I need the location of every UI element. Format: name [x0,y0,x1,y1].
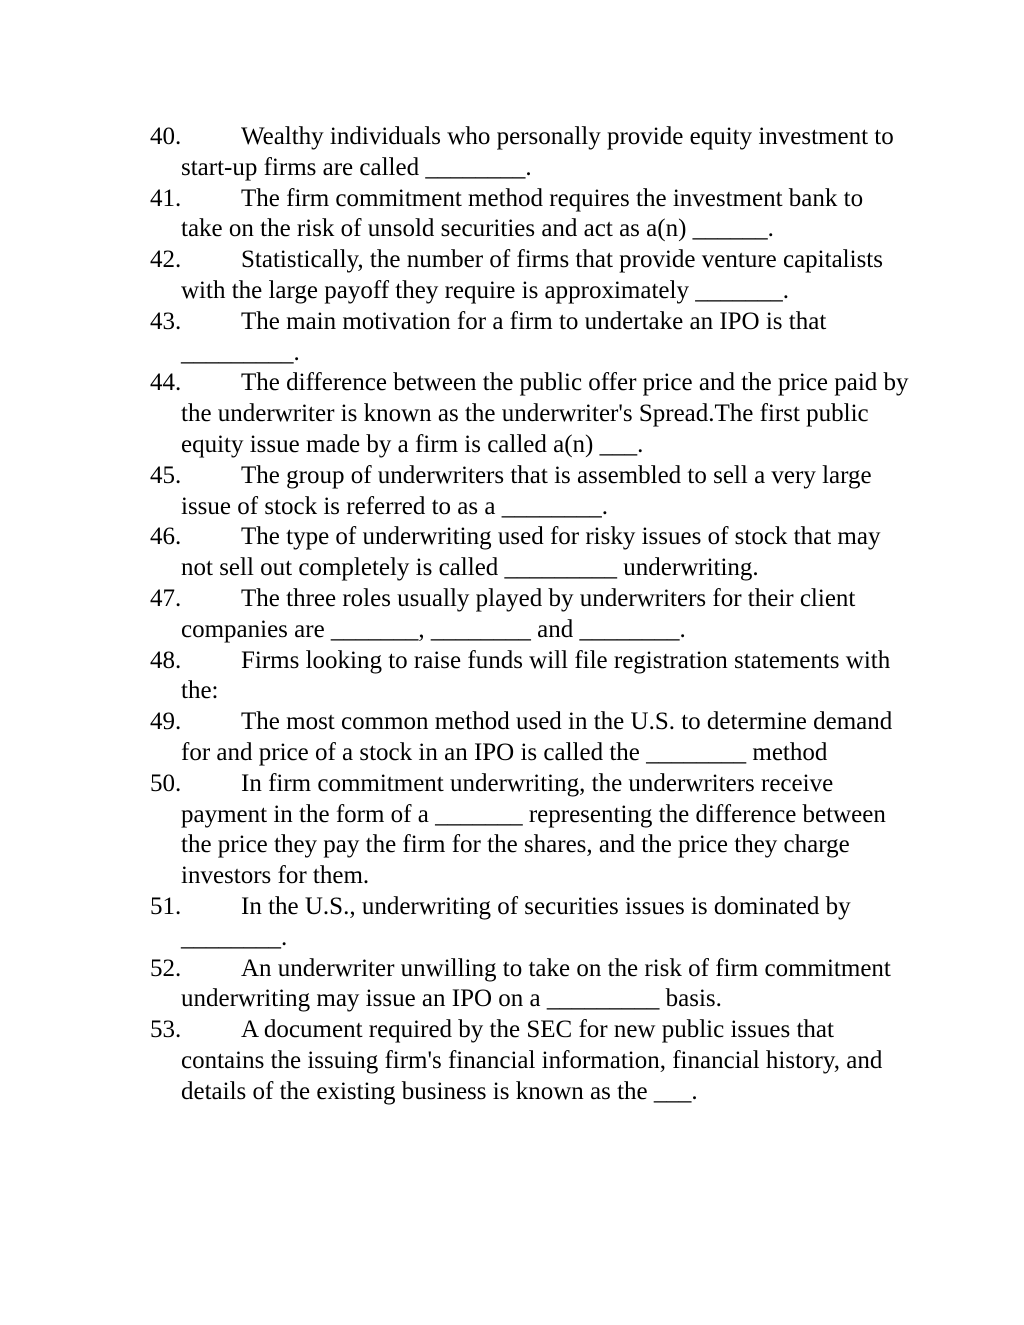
question-item [150,1015,910,1107]
question-text: Firms looking to raise funds will file registration statements with the: [181,646,891,705]
question-list [150,122,910,1108]
question-item [150,954,910,1016]
question-number: 52. [150,954,182,982]
question-text: The group of underwriters that is assembled to sell a very large issue of stock is referred to as a ________. [181,461,872,520]
question-number: 46. [150,523,182,551]
question-number: 44. [150,369,182,397]
question-number: 40. [150,123,182,150]
question-text: An underwriter unwilling to take on the risk of firm commitment underwriting may issue an IPO on a _________ basis. [181,954,891,1013]
question-item [150,245,910,307]
question-text: A document required by the SEC for new public issues that contains the issuing firm's financial information, financial history, and details of the existing business is known as the ___. [181,1016,883,1105]
question-number: 45. [150,461,182,489]
question-item [150,584,910,646]
question-text: Wealthy individuals who personally provide equity investment to start-up firms are called ________. [181,123,894,181]
question-item [150,769,910,892]
question-item [150,646,910,708]
question-text: The main motivation for a firm to undertake an IPO is that _________. [181,307,827,366]
question-text: The type of underwriting used for risky issues of stock that may not sell out completely is called _________ underwriting. [181,523,881,582]
question-number: 50. [150,769,182,797]
question-number: 53. [150,1016,182,1044]
question-number: 49. [150,708,182,736]
question-text: The three roles usually played by underwriters for their client companies are _______, ________ and ________. [181,584,856,643]
question-text: In the U.S., underwriting of securities issues is dominated by ________. [181,892,851,951]
question-item [150,122,910,184]
question-text: Statistically, the number of firms that provide venture capitalists with the large payoff they require is approximately _______. [181,246,883,304]
question-item [150,707,910,769]
question-number: 41. [150,184,182,212]
question-number: 42. [150,246,182,274]
question-number: 51. [150,892,182,920]
question-item [150,461,910,523]
question-text: The firm commitment method requires the investment bank to take on the risk of unsold securities and act as a(n) ______. [181,184,864,243]
question-text: The most common method used in the U.S. to determine demand for and price of a stock in an IPO is called the ________ method [181,708,893,766]
question-text: The difference between the public offer price and the price paid by the underwriter is known as the underwriter's Spread.The first public equity issue made by a firm is called a(n) ___. [181,369,909,458]
question-text: In firm commitment underwriting, the underwriters receive payment in the form of a _______ representing the difference between the price they pay the firm for the shares, and the price they charge investors for them. [181,769,886,890]
question-number: 43. [150,307,182,335]
question-item [150,184,910,246]
question-item [150,368,910,460]
question-number: 47. [150,584,182,612]
question-number: 48. [150,646,182,674]
question-item [150,307,910,369]
question-item [150,892,910,954]
question-item [150,522,910,584]
